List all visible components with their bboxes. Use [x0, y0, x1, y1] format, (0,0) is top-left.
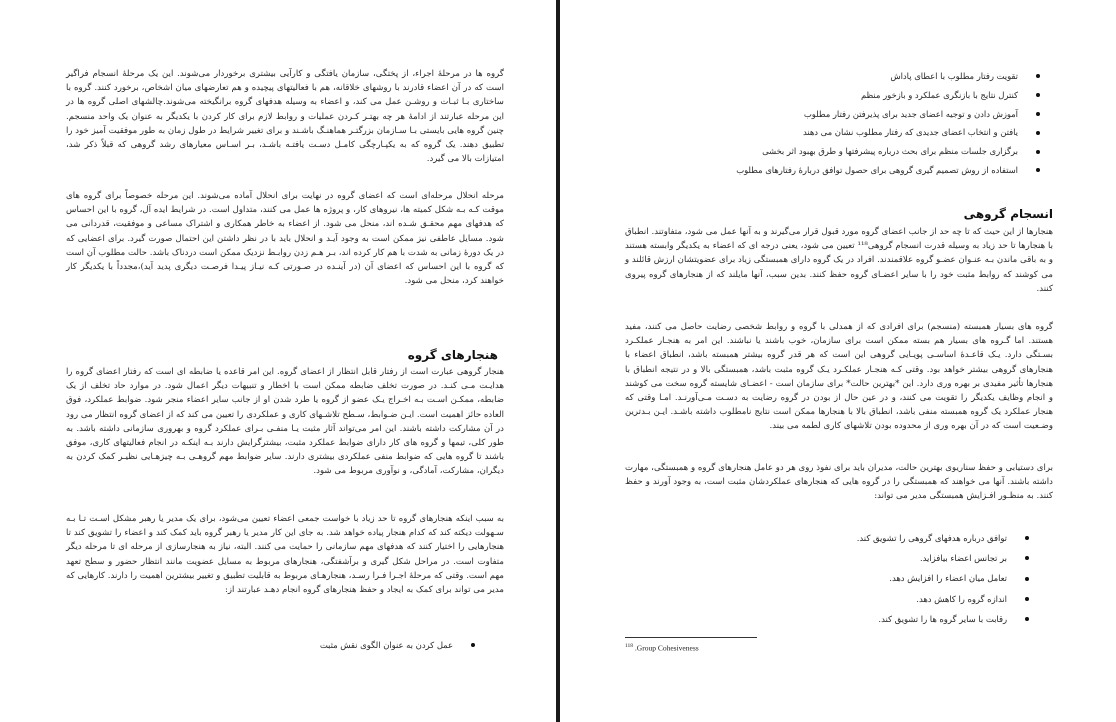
page-divider — [556, 0, 560, 722]
footnote-text: .Group Cohesiveness — [634, 643, 699, 653]
list-item-text: آموزش دادن و توجیه اعضای جدید برای پذیرفتن رفتار مطلوب — [803, 108, 1018, 119]
footnote — [625, 643, 699, 653]
heading-group-norms: هنجارهای گروه — [407, 348, 498, 362]
left-paragraph-adjourning-stage: مرحله انحلال مرحله‌ای است که اعضای گروه در نهایت برای انحلال آماده می‌شوند. این مرحله خصوصاً برای گروه های موقت کـه بـه شکل کمیته ها، نیروهای کار، و پروژه ها عمل می کنند، متداول است. در شرایط ایده آل، گروه با این احساس که هدفهای مهم محقـق شـده اند، منحل می شود. از اعضاء به خاطر همکاری و اشتراک مساعی و موفقیت، قدردانی می شود. مسایل عاطفی نیز ممکن است به وجود آیـد و انحلال باید با در نظر داشتن این احتمال صورت گیرد. برای اعضایی که در یک دورهٔ زمانی به شدت با هم کار کرده اند، بـر هـم زدن روابـط نزدیک ممکن است دردناک باشد. حالت مطلوب آن است که گروه با این احساس که اعضای آن (در آینـده در صـورتی کـه نیـاز پیـدا فرصـت دیگری پدید آید)،مجدداً با یکدیگر کار خواهند کرد، منحل می شود. — [66, 191, 504, 287]
list-item — [320, 640, 475, 650]
bullet-icon — [1036, 150, 1040, 154]
list-item-text: تقویت رفتار مطلوب با اعطای پاداش — [890, 71, 1018, 81]
right-paragraph-cohesiveness-definition — [625, 225, 1053, 296]
list-item — [736, 105, 1040, 124]
list-item — [736, 142, 1040, 161]
bullet-icon — [1036, 93, 1040, 97]
footnote-separator — [625, 637, 757, 638]
left-bullet-list — [320, 640, 475, 650]
list-item — [857, 528, 1029, 548]
bullet-icon — [1025, 617, 1029, 621]
list-item-text: برگزاری جلسات منظم برای بحث درباره پیشرفتها و طرق بهبود اثر بخشی — [762, 146, 1018, 157]
left-paragraph-norms-definition: هنجار گروهی عبارت است از رفتار قابل انتظار از اعضای گروه. این امر قاعده یا ضابطه ای است که رفتار اعضای گروه را هدایـت مـی کنـد. در صورت تخلف ضابطه ممکن است با اخطار و تنبیهات دیگر اعمال شود. در موارد حاد تخلف از یک ضابطه، ممکـن اسـت بـه اخـراج یـک عضو از گروه یا طرد شدن او از جانب سایر اعضاء منجر شود. ضوابط عملکرد، فوق العاده حائز اهمیت است. ایـن ضـوابط، سـطح تلاشـهای کاری و عملکردی را تعیین می کند که از اعضای گروه انتظار می رود در آن مشارکت داشته باشند. این امر می‌تواند آثار مثبت یـا منفـی بـرای عملکرد گروه و بهروری سازمانی داشته باشد. به طور کلی، تیمها و گروه های کار دارای ضوابط عملکرد مثبت، بیشترگرایش دارند بـه اینکـه در انجام فعالیتهای کاری، موفق باشند تا گروه هایی که ضوابط منفی عملکردی بیشتری دارند. سایر ضوابط مهم گروهـی بـه چیزهـایی نظیـر کمک کردن به دیگران، مشارکت، آمادگی، و نوآوری مربوط می شود. — [66, 367, 504, 477]
right-paragraph-best-case: برای دستیابی و حفظ سناریوی بهترین حالت، مدیران باید برای نفوذ روی هر دو عامل هنجارهای گروه و همبستگی، مهارت داشته باشند. آنها می خواهند که همبستگی را در گروه هایی که هنجارهای عملکردشان مثبت است، به وجود آورند و حفظ کنند. به منظـور افـزایش همبستگی مدیر می تواند: — [625, 463, 1053, 502]
bullet-icon — [1036, 131, 1040, 135]
left-paragraph-performing-stage: گروه ها در مرحلهٔ اجراء، از پختگی، سازمان یافتگی و کارآیی بیشتری برخوردار می‌شوند. این یک مرحلهٔ انسجام فراگیر است که در آن اعضاء قادرند با روشهای خلاقانه، هم با فعالیتهای پیچیده و هم تعارضهای میان اشخاص، برخورد کنند. گروه با ساختاری بـا ثبـات و روشـن عمل می کند، و اعضاء به وسیله هدفهای گروه برانگیخته می‌شوند.چالشهای اصلی گروه ها در این مرحله عبارتند از ادامهٔ هر چه بهتـر کـردن عملیات و روابط لازم برای کار کردن با یکدیگر به عنوان یک واحد منسجم. چنین گروه هایی بایستی بـا سـازمان بزرگتـر هماهنـگ باشـند و برای تغییر شرایط در طول زمان به طور موفقیت آمیز خود را تطبیق دهند. یک گروه که به یکپـارچگی کامـل دسـت یافتـه باشـد، بـر اسـاس معیارهای رشد گروهی که قبلاً ذکر شد، امتیازات بالا می گیرد. — [66, 69, 504, 165]
list-item-text: اندازه گروه را کاهش دهد. — [916, 593, 1007, 604]
list-item-text: یافتن و انتخاب اعضای جدیدی که رفتار مطلوب نشان می دهند — [802, 127, 1018, 138]
bullet-icon — [1036, 168, 1040, 172]
bullet-icon — [1036, 74, 1040, 78]
bullet-icon — [471, 643, 475, 647]
heading-group-cohesiveness: انسجام گروهی — [963, 207, 1053, 221]
bullet-icon — [1025, 597, 1029, 601]
right-bullet-list-top — [736, 67, 1040, 180]
bullet-icon — [1036, 112, 1040, 116]
bullet-icon — [1025, 577, 1029, 581]
right-bullet-list-bottom — [857, 528, 1029, 629]
list-item-text: توافق درباره هدفهای گروهی را تشویق کند. — [856, 533, 1007, 543]
list-item — [857, 609, 1029, 629]
left-paragraph-norms-management: به سبب اینکه هنجارهای گروه تا حد زیاد با خواست جمعی اعضاء تعیین می‌شود، برای یک مدیر یا رهبر مشکل اسـت تـا بـه سـهولت دیکته کند که کدام هنجار پیاده خواهد شد. به جای این کار مدیر یا رهبر گروه باید کمک کند و اعضاء را تشویق کند تا هنجارهایی را اختیار کنند که هدفهای مهم سازمانی را حمایت می کنند. البته، نیاز به هنجارسازی از مرحله ای تا مرحله دیگر متفاوت است. در مراحل شکل گیری و برآشفتگی، هنجارهای مربوط به مسایل عضویت مانند انتظار حضور و سطح تعهد مهم است. وقتی که مرحلهٔ اجـرا فـرا رسـد، هنجارهـای مربوط به قابلیت تطبیق و تغییر بیشترین اهمیت را دارند. کارهایی که مدیر می تواند برای کمک به ایجاد و حفظ هنجارهای گروه انجام دهـد عبارتند از: — [66, 514, 504, 596]
footnote-number: 118 — [625, 643, 634, 649]
list-item-text: تعامل میان اعضاء را افزایش دهد. — [889, 573, 1007, 584]
list-item — [736, 86, 1040, 105]
bullet-icon — [1025, 536, 1029, 540]
list-item — [736, 161, 1040, 180]
list-item — [857, 589, 1029, 609]
list-item-text: کنترل نتایج با بازنگری عملکرد و بازخور منظم — [860, 89, 1018, 100]
list-item-text: استفاده از روش تصمیم گیری گروهی برای حصول توافق دربارهٔ رفتارهای مطلوب — [736, 164, 1018, 175]
bullet-icon — [1025, 556, 1029, 560]
list-item — [857, 568, 1029, 588]
right-paragraph-cohesive-groups: گروه های بسیار همبسته (منسجم) برای افرادی که از همدلی با گروه و روابط شخصی رضایت حاصل می کنند، مفید هستند. اما گـروه های بسیار هم بسته ممکن است برای سازمان، خوب باشند یا نباشند. این امر به هنجـار عملکـرد بسـتگی دارد. یـک قاعـدهٔ اساسـی پویـایی گروهی این است که هر قدر گروه بیشتر همبسته باشد، انطباق اعضاء با هنجارهای گروهی بیشتر خواهد بود. وقتی کـه هنجـار عملکـرد یـک گروه مثبت باشد، همبستگی بالا و در نتیجه انطباق با هنجارها تأثیر مفیدی بر بهره وری دارد. این *بهترین حالت* برای سازمان است - اعضـای شایسته گروه سخت می کوشند و انجام وظایف یکدیگر را تقویت می کنند، و در عین حال از بودن در گروه رضایت به دسـت مـی‌آورنـد. امـا وقتی که هنجار عملکرد یک گروه همبسته منفی باشد، انطباق بالا با هنجارها ممکن است نتایج نامطلوب داشته باشـد. ایـن بـدترین وضـعیت است که در آن بهره وری از محدوده بودن تلاشهای کاری لطمه می بیند. — [625, 322, 1053, 432]
list-item-text: عمل کردن به عنوان الگوی نقش مثبت — [319, 640, 453, 650]
list-item-text: بر تجانس اعضاء بیافزاید. — [919, 553, 1007, 564]
list-item — [736, 123, 1040, 142]
list-item — [857, 548, 1029, 568]
list-item-text: رقابت با سایر گروه ها را تشویق کند. — [878, 613, 1007, 624]
list-item — [736, 67, 1040, 86]
paragraph-text: هنجارها از این حیث که تا چه حد از جانب اعضای گروه مورد قبول قرار می‌گیرند و به آنها عمل می شود، متفاوتند. انطباق با هنجارها تا حد زیاد به وسیله قدرت انسجام گروهی¹¹⁸ تعیین می شود، یعنی درجه ای که اعضاء به یکدیگر وابسته هستند و به باقی ماندن بـه عنـوان عضـو گروه علاقمندند. افراد در یک گروه دارای همبستگی زیاد برای عضویتشان ارزش قائلند و می کوشند که روابط مثبت خود را با سایر اعضـای گروه حفظ کنند. بدین سبب، آنها مایلند که از هنجارهای گروه پیروی کنند. — [625, 227, 1053, 294]
